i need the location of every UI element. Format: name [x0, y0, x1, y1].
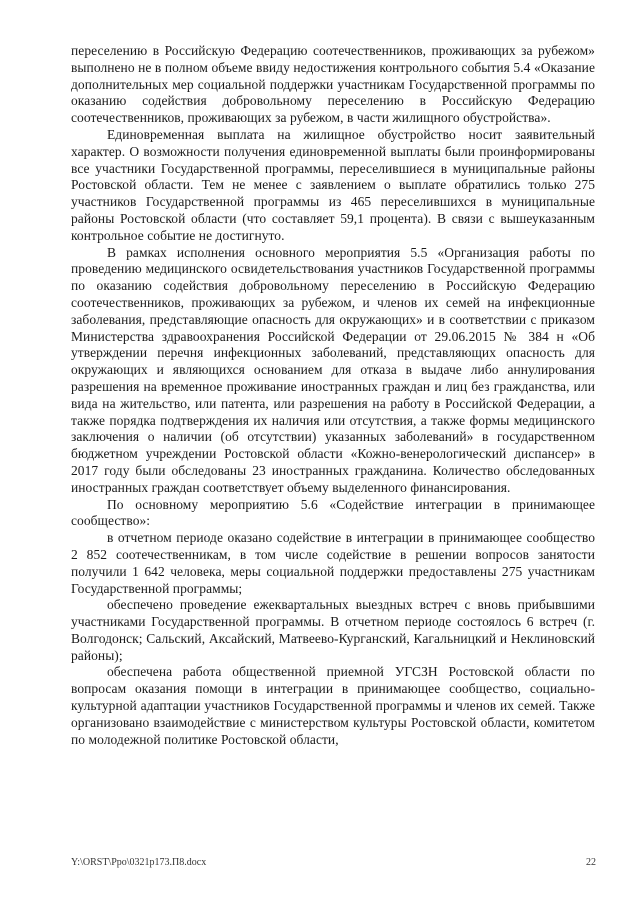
paragraph-continuation: переселению в Российскую Федерацию соотечественников, проживающих за рубежом» выполнено не в полном объеме ввиду недостижения контрольного события 5.4 «Оказание дополнительных мер социальной поддержки участникам Государственной программы по оказанию содействия добровольному переселению в Российскую Федерацию соотечественников, проживающих за рубежом, в части жилищного обустройства». — [71, 43, 595, 126]
document-body — [71, 43, 595, 748]
paragraph-quarterly-meetings: обеспечено проведение ежеквартальных выездных встреч с вновь прибывшими участниками Государственной программы. В отчетном периоде состоялось 6 встреч (г. Волгодонск; Сальский, Аксайский, Матвеево-Курганский, Кагальницкий и Неклиновский районы); — [71, 597, 595, 663]
footer-file-path: Y:\ORST\Ppo\0321p173.П8.docx — [71, 857, 207, 868]
paragraph-activity-5-6-heading: По основному мероприятию 5.6 «Содействие интеграции в принимающее сообщество»: — [71, 496, 595, 529]
paragraph-integration-assistance: в отчетном периоде оказано содействие в интеграции в принимающее сообщество 2 852 соотечественникам, в том числе содействие в решении вопросов занятости получили 1 642 человека, меры социальной поддержки предоставлены 275 участникам Государственной программы; — [71, 530, 595, 596]
paragraph-medical-examination: В рамках исполнения основного мероприятия 5.5 «Организация работы по проведению медицинского освидетельствования участников Государственной программы по оказанию содействия добровольному переселению в Российскую Федерацию соотечественников, проживающих за рубежом, и членов их семей на инфекционные заболевания, представляющие опасность для окружающих» и в соответствии с приказом Министерства здравоохранения Российской Федерации от 29.06.2015 № 384 н «Об утверждении перечня инфекционных заболеваний, представляющих опасность для окружающих и являющихся основанием для отказа в выдаче либо аннулирования разрешения на временное проживание иностранных граждан и лиц без гражданства, или вида на жительство, или патента, или разрешения на работу в Российской Федерации, а также порядка подтверждения их наличия или отсутствия, а также формы медицинского заключения о наличии (об отсутствии) указанных заболеваний» в государственном бюджетном учреждении Ростовской области «Кожно-венерологический диспансер» в 2017 году были обследованы 23 иностранных гражданина. Количество обследованных иностранных граждан соответствует объему выделенного финансирования. — [71, 244, 595, 495]
paragraph-public-reception: обеспечена работа общественной приемной УГСЗН Ростовской области по вопросам оказания помощи в интеграции в принимающее сообщество, социально-культурной адаптации участников Государственной программы и членов их семей. Также организовано взаимодействие с министерством культуры Ростовской области, комитетом по молодежной политике Ростовской области, — [71, 664, 595, 747]
paragraph-lump-sum-payment: Единовременная выплата на жилищное обустройство носит заявительный характер. О возможности получения единовременной выплаты были проинформированы все участники Государственной программы, переселившиеся в муниципальные районы Ростовской области. Тем не менее с заявлением о выплате обратились только 275 участников Государственной программы из 465 переселившихся в муниципальные районы Ростовской области (что составляет 59,1 процента). В связи с вышеуказанным контрольное событие не достигнуто. — [71, 126, 595, 243]
page-number: 22 — [586, 857, 596, 868]
